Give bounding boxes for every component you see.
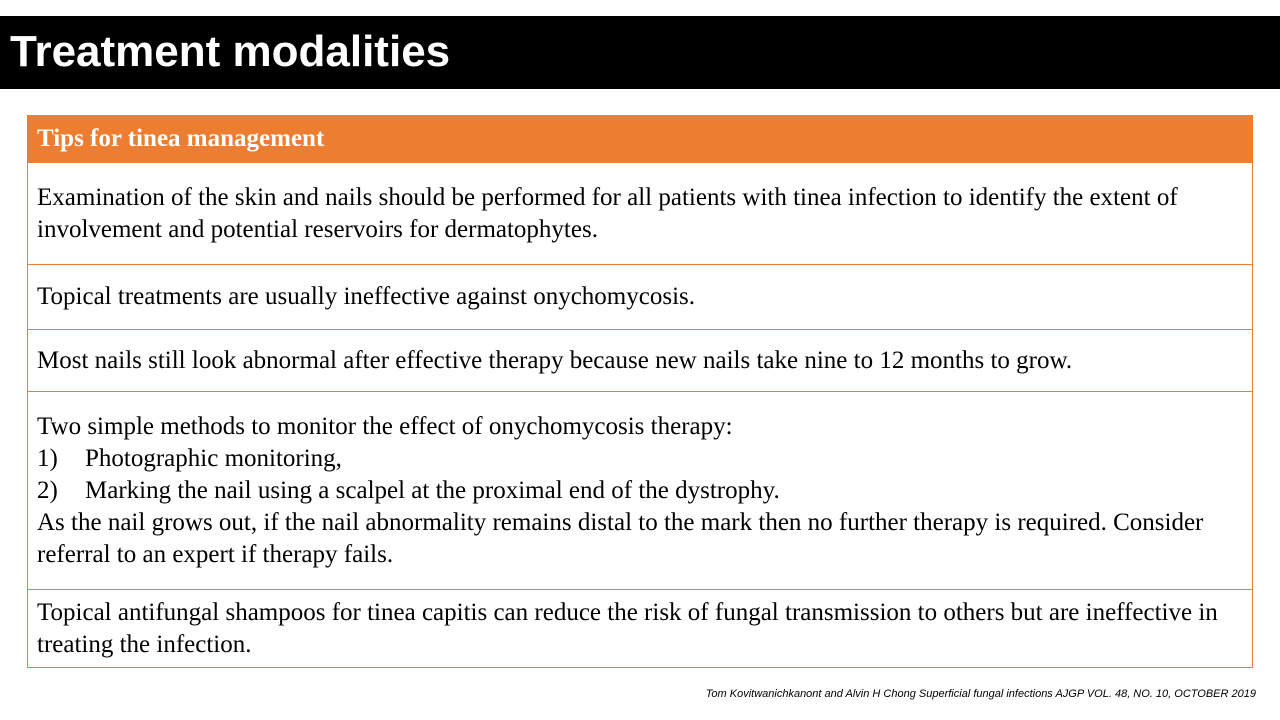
table-row bbox=[28, 162, 1252, 264]
row-text: Topical antifungal shampoos for tinea capitis can reduce the risk of fungal transmission to others but are ineffective in treating the infection. bbox=[37, 598, 1218, 658]
tips-table bbox=[27, 115, 1253, 668]
list-item bbox=[37, 475, 1243, 507]
slide-title: Treatment modalities bbox=[10, 27, 451, 76]
table-row bbox=[28, 329, 1252, 391]
table-row bbox=[28, 264, 1252, 329]
row-text: Examination of the skin and nails should be performed for all patients with tinea infection to identify the extent of involvement and potential reservoirs for dermatophytes. bbox=[37, 183, 1178, 243]
list-number: 2) bbox=[37, 476, 58, 504]
table-header: Tips for tinea management bbox=[28, 116, 1252, 162]
row-intro: Two simple methods to monitor the effect of onychomycosis therapy: bbox=[37, 412, 733, 440]
citation: Tom Kovitwanichkanont and Alvin H Chong Superficial fungal infections AJGP VOL. 48, NO. 10, OCTOBER 2019 bbox=[705, 688, 1256, 700]
list-text: Photographic monitoring, bbox=[85, 444, 342, 472]
table-row bbox=[28, 589, 1252, 667]
title-bar bbox=[0, 16, 1280, 89]
list-text: Marking the nail using a scalpel at the proximal end of the dystrophy. bbox=[85, 476, 780, 504]
table-row bbox=[28, 391, 1252, 589]
row-text: Most nails still look abnormal after effective therapy because new nails take nine to 12 months to grow. bbox=[37, 346, 1073, 374]
row-outro: As the nail grows out, if the nail abnormality remains distal to the mark then no further therapy is required. Consider referral to an expert if therapy fails. bbox=[37, 508, 1204, 568]
list-item bbox=[37, 443, 1243, 475]
list-number: 1) bbox=[37, 444, 58, 472]
row-text: Topical treatments are usually ineffective against onychomycosis. bbox=[37, 283, 695, 310]
